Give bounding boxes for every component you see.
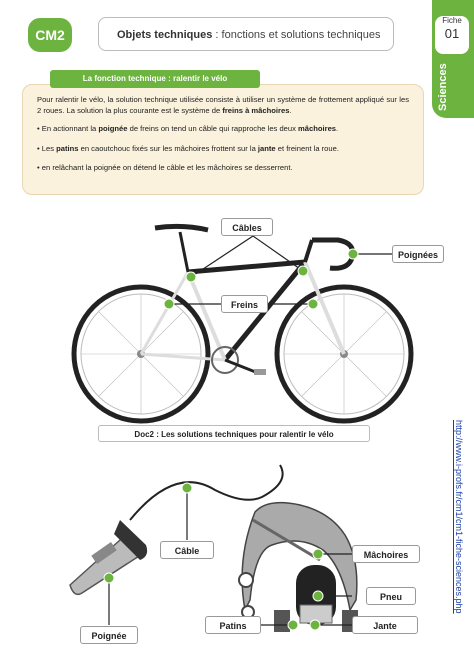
bullet-text: En actionnant la bbox=[41, 124, 99, 133]
intro-end: . bbox=[289, 105, 292, 115]
title-bold: Objets techniques bbox=[117, 29, 213, 41]
bullet-text: et freinent la roue. bbox=[275, 143, 339, 153]
label-poignee: Poignée bbox=[80, 626, 138, 644]
bullet-text: . bbox=[336, 124, 339, 133]
bullet-item: • En actionnant la poignée de freins on tend un câble qui rapproche les deux mâchoires. bbox=[37, 124, 339, 133]
label-cables: Câbles bbox=[221, 218, 273, 236]
intro-bold: freins à mâchoires bbox=[222, 105, 290, 115]
bullet-text: de freins on tend un câble qui rapproche les deux bbox=[127, 124, 299, 133]
title-rest: : fonctions et solutions techniques bbox=[212, 29, 381, 41]
bullet-bold: patins bbox=[56, 143, 79, 153]
bullet-item: • Les patins en caoutchouc fixés sur les mâchoires frottent sur la jante et freinent la roue. bbox=[37, 143, 339, 153]
bullet-text: en relâchant la poignée on détend le câble et les mâchoires se desserrent. bbox=[41, 163, 293, 172]
handlebar bbox=[312, 240, 353, 268]
doc2-title: Doc2 : Les solutions techniques pour ralentir le vélo bbox=[98, 425, 370, 442]
bullet-text: Les bbox=[41, 143, 57, 153]
label-patins: Patins bbox=[205, 616, 261, 634]
fiche-number: 01 bbox=[444, 26, 460, 41]
label-poignees: Poignées bbox=[392, 245, 444, 263]
label-jante: Jante bbox=[352, 616, 418, 634]
caliper-brake-illustration bbox=[239, 503, 358, 632]
label-freins: Freins bbox=[221, 295, 268, 313]
intro-text: Pour ralentir le vélo, la solution technique utilisée consiste à utiliser un système de frottement appliqué sur les 2 roues. La solution la plus courante est le système de bbox=[37, 95, 409, 115]
bullet-bold: poignée bbox=[98, 124, 128, 133]
level-badge: CM2 bbox=[28, 18, 72, 52]
subject-label: Sciences bbox=[437, 63, 449, 111]
section-title: La fonction technique : ralentir le vélo bbox=[50, 70, 260, 88]
bicycle-illustration bbox=[74, 226, 411, 421]
bullet-bold: jante bbox=[257, 143, 276, 153]
bullet-text: en caoutchouc fixés sur les mâchoires frottent sur la bbox=[78, 143, 258, 153]
source-link[interactable]: http://www.i-profs.fr/cm1/cm1-fiche-sciences.php bbox=[454, 420, 464, 614]
bullet-item: • en relâchant la poignée on détend le câble et les mâchoires se desserrent. bbox=[37, 163, 293, 172]
fiche-label: Fiche bbox=[442, 16, 462, 25]
label-pneu: Pneu bbox=[366, 587, 416, 605]
label-machoires: Mâchoires bbox=[352, 545, 420, 563]
bullet-bold: mâchoires bbox=[298, 124, 337, 133]
label-cable: Câble bbox=[160, 541, 214, 559]
